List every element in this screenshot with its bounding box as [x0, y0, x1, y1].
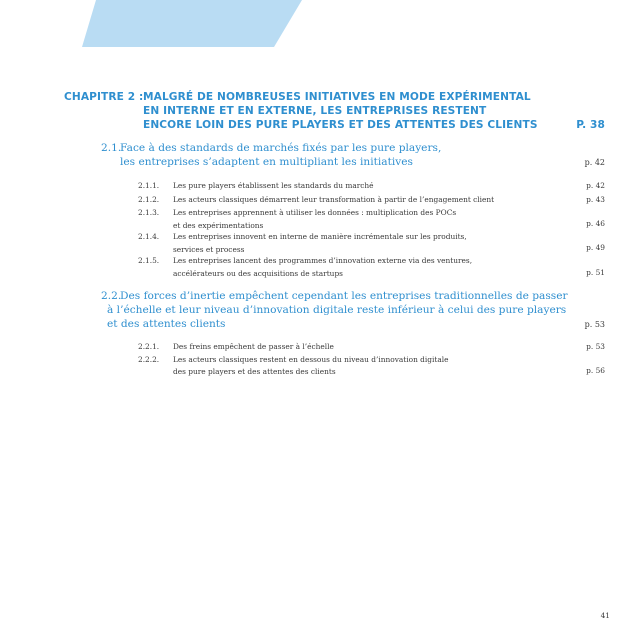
- subsection-number: 2.1.4.: [138, 232, 160, 241]
- section-title-line-3: et des attentes clients: [107, 318, 226, 330]
- subsection-page: p. 49: [586, 243, 605, 252]
- section-title-line-1: Face à des standards de marchés fixés par les pure players,: [120, 142, 442, 154]
- subsection-number: 2.1.3.: [138, 208, 160, 217]
- subsection-number: 2.2.2.: [138, 355, 160, 364]
- chapter-title-line-2: EN INTERNE ET EN EXTERNE, LES ENTREPRISES RESTENT: [143, 105, 487, 117]
- subsection-title-line-2: et des expérimentations: [173, 221, 264, 230]
- section-page: p. 53: [584, 320, 605, 329]
- subsection-title-line-2: des pure players et des attentes des clients: [173, 367, 336, 376]
- subsection-title-line-2: accélérateurs ou des acquisitions de startups: [173, 269, 343, 278]
- subsection-page: p. 53: [586, 342, 605, 351]
- subsection-title-line-1: Les entreprises innovent en interne de manière incrémentale sur les produits,: [173, 232, 467, 241]
- subsection-title-line-1: Les acteurs classiques restent en dessous du niveau d’innovation digitale: [173, 355, 449, 364]
- subsection-page: p. 42: [586, 181, 605, 190]
- subsection-number: 2.2.1.: [138, 342, 160, 351]
- page-number: 41: [600, 611, 610, 620]
- chapter-title-line-3: ENCORE LOIN DES PURE PLAYERS ET DES ATTENTES DES CLIENTS: [143, 119, 538, 131]
- chapter-prefix: CHAPITRE 2 :: [64, 91, 144, 103]
- subsection-number: 2.1.2.: [138, 195, 160, 204]
- subsection-title-line-1: Les pure players établissent les standards du marché: [173, 181, 374, 190]
- section-title-line-2: à l’échelle et leur niveau d’innovation digitale reste inférieur à celui des pure players: [107, 304, 567, 316]
- subsection-page: p. 46: [586, 219, 605, 228]
- subsection-title-line-1: Les acteurs classiques démarrent leur transformation à partir de l’engagement client: [173, 195, 495, 204]
- subsection-title-line-2: services et process: [173, 245, 245, 254]
- section-page: p. 42: [584, 158, 605, 167]
- subsection-number: 2.1.1.: [138, 181, 160, 190]
- subsection-title-line-1: Les entreprises lancent des programmes d’innovation externe via des ventures,: [173, 256, 473, 265]
- section-title-line-1: Des forces d’inertie empêchent cependant les entreprises traditionnelles de passer: [120, 290, 568, 302]
- chapter-page: P. 38: [576, 119, 605, 131]
- subsection-page: p. 51: [586, 268, 605, 277]
- subsection-title-line-1: Des freins empêchent de passer à l’échelle: [173, 342, 334, 351]
- blue-banner-parallelogram: [82, 0, 302, 47]
- section-number: 2.1.: [101, 142, 122, 154]
- subsection-title-line-1: Les entreprises apprennent à utiliser les données : multiplication des POCs: [173, 208, 457, 217]
- section-title-line-2: les entreprises s’adaptent en multipliant les initiatives: [120, 156, 413, 168]
- section-number: 2.2.: [101, 290, 122, 302]
- subsection-page: p. 43: [586, 195, 605, 204]
- subsection-number: 2.1.5.: [138, 256, 160, 265]
- subsection-page: p. 56: [586, 366, 605, 375]
- chapter-title-line-1: MALGRÉ DE NOMBREUSES INITIATIVES EN MODE EXPÉRIMENTAL: [143, 91, 531, 103]
